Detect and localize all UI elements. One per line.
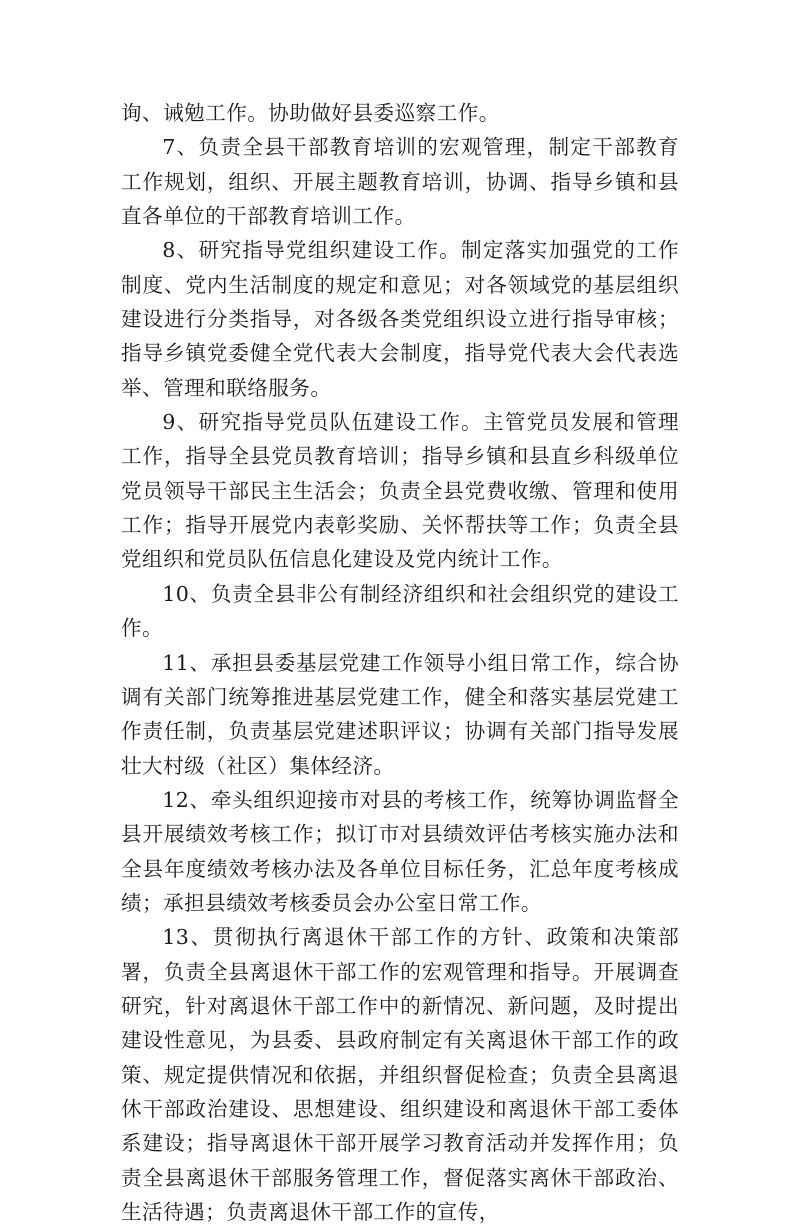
paragraph-item-13: 13、贯彻执行离退休干部工作的方针、政策和决策部署，负责全县离退休干部工作的宏观管理和指导。开展调查研究，针对离退休干部工作中的新情况、新问题，及时提出建设性意见，为县委、县政府制定有关离退休干部工作的政策、规定提供情况和依据，并组织督促检查；负责全县离退休干部政治建设、思想建设、组织建设和离退休干部工委体系建设；指导离退休干部开展学习教育活动并发挥作用；负责全县离退休干部服务管理工作，督促落实离休干部政治、生活待遇；负责离退休干部工作的宣传， [121, 925, 679, 1224]
paragraph-item-8: 8、研究指导党组织建设工作。制定落实加强党的工作制度、党内生活制度的规定和意见；对各领域党的基层组织建设进行分类指导，对各级各类党组织设立进行指导审核；指导乡镇党委健全党代表大会制度，指导党代表大会代表选举、管理和联络服务。 [121, 238, 679, 400]
paragraph-item-10: 10、负责全县非公有制经济组织和社会组织党的建设工作。 [121, 581, 679, 641]
paragraph-continuation: 询、诫勉工作。协助做好县委巡察工作。 [121, 101, 500, 125]
paragraph-item-7: 7、负责全县干部教育培训的宏观管理，制定干部教育工作规划，组织、开展主题教育培训，协调、指导乡镇和县直各单位的干部教育培训工作。 [121, 135, 679, 229]
document-body [121, 96, 679, 1229]
paragraph-item-12: 12、牵头组织迎接市对县的考核工作，统筹协调监督全县开展绩效考核工作；拟订市对县绩效评估考核实施办法和全县年度绩效考核办法及各单位目标任务，汇总年度考核成绩；承担县绩效考核委员会办公室日常工作。 [121, 787, 679, 915]
paragraph-item-11: 11、承担县委基层党建工作领导小组日常工作，综合协调有关部门统筹推进基层党建工作，健全和落实基层党建工作责任制，负责基层党建述职评议；协调有关部门指导发展壮大村级（社区）集体经济。 [121, 650, 679, 778]
paragraph-item-9: 9、研究指导党员队伍建设工作。主管党员发展和管理工作，指导全县党员教育培训；指导乡镇和县直乡科级单位党员领导干部民主生活会；负责全县党费收缴、管理和使用工作；指导开展党内表彰奖励、关怀帮扶等工作；负责全县党组织和党员队伍信息化建设及党内统计工作。 [121, 410, 679, 572]
